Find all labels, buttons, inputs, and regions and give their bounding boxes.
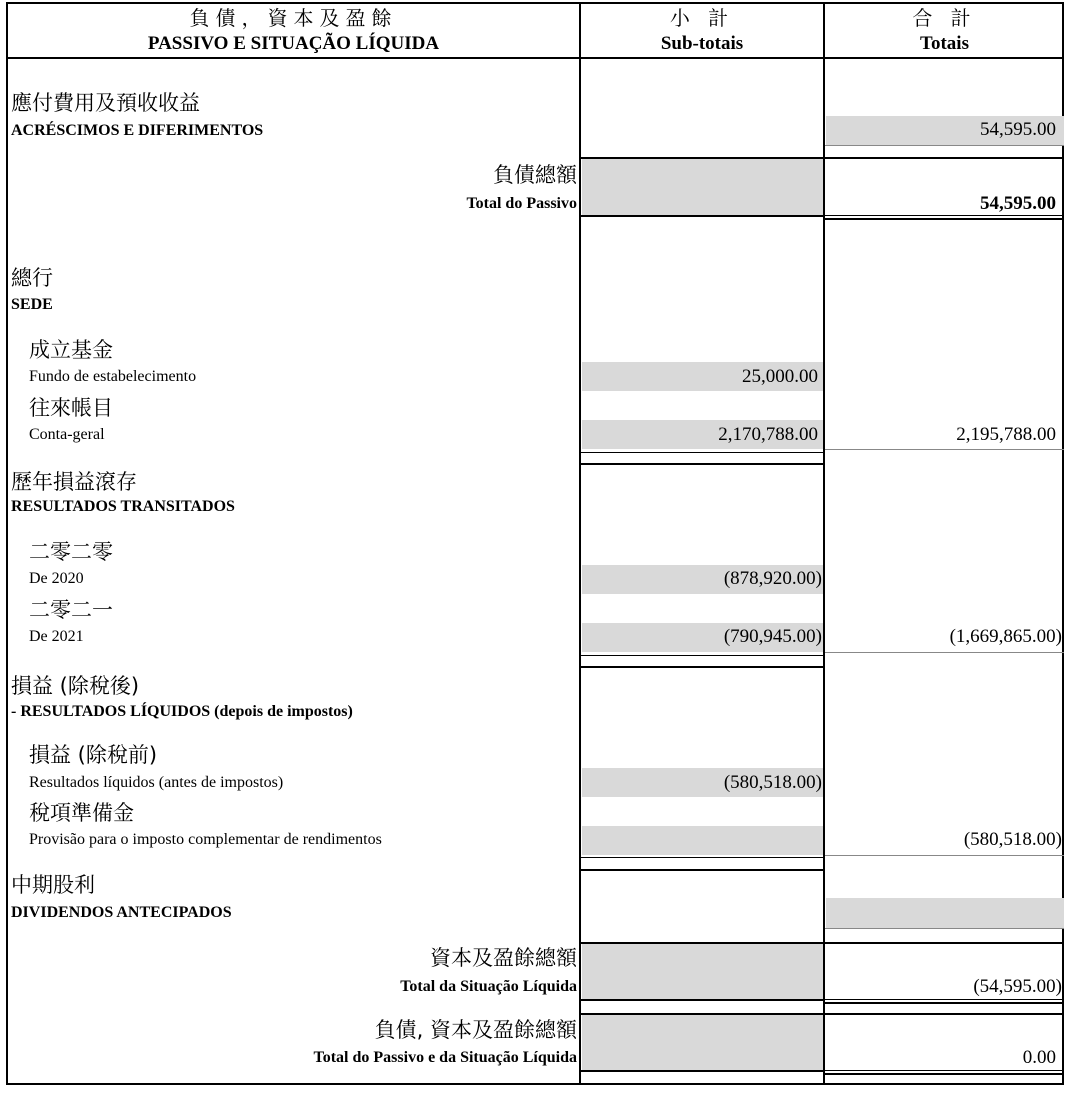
accruals-total: 54,595.00: [980, 119, 1056, 140]
divider: [580, 666, 825, 668]
divider: [580, 999, 825, 1001]
y2020-pt: De 2020: [29, 570, 84, 587]
divider: [825, 999, 1064, 1000]
conta-pt: Conta-geral: [29, 426, 105, 443]
net-results-zh: 損益 (除稅後): [11, 674, 140, 698]
total-liabilities-total: 54,595.00: [980, 193, 1056, 214]
y2021-pt: De 2021: [29, 628, 84, 645]
conta-zh: 往來帳目: [29, 396, 113, 420]
retained-pt: RESULTADOS TRANSITADOS: [11, 498, 235, 515]
header-col3-zh: 合 計: [912, 6, 977, 30]
divider: [825, 928, 1064, 929]
retained-total: (1,669,865.00): [949, 626, 1062, 647]
total-liabilities-zh: 負債總額: [493, 163, 577, 187]
divider: [579, 2, 581, 1085]
divider: [580, 452, 825, 453]
divider: [825, 855, 1064, 856]
divider: [580, 157, 1064, 159]
shade-liab-subtotal: [582, 159, 824, 216]
accruals-zh: 應付費用及預收收益: [11, 91, 200, 115]
shade-equity-subtotal: [582, 943, 824, 1000]
pre-tax-subtotal: (580,518.00): [723, 772, 822, 793]
shade-grand-subtotal: [582, 1015, 824, 1071]
divider: [580, 869, 825, 871]
y2020-subtotal: (878,920.00): [723, 568, 822, 589]
grand-total-total: 0.00: [1022, 1047, 1056, 1068]
accruals-pt: ACRÉSCIMOS E DIFERIMENTOS: [11, 122, 264, 139]
header-col1-zh: 負債，資本及盈餘: [189, 6, 398, 30]
header-col2-pt: Sub-totais: [660, 33, 744, 54]
divider: [580, 655, 825, 656]
pre-tax-pt: Resultados líquidos (antes de impostos): [29, 774, 284, 791]
fundo-zh: 成立基金: [29, 338, 113, 362]
retained-zh: 歷年損益滾存: [11, 470, 137, 494]
dividends-pt: DIVIDENDOS ANTECIPADOS: [11, 904, 232, 921]
total-liabilities-pt: Total do Passivo: [466, 195, 577, 212]
divider: [825, 218, 1064, 220]
fundo-pt: Fundo de estabelecimento: [29, 368, 197, 385]
dividends-zh: 中期股利: [11, 873, 95, 897]
tax-provision-zh: 稅項準備金: [29, 801, 134, 825]
divider: [580, 215, 825, 217]
total-equity-total: (54,595.00): [973, 976, 1062, 997]
total-equity-zh: 資本及盈餘總額: [430, 946, 577, 970]
divider: [580, 1070, 825, 1072]
net-results-pt: - RESULTADOS LÍQUIDOS (depois de impostos): [11, 703, 353, 720]
divider: [580, 1013, 1064, 1015]
shade-provisao: [582, 826, 824, 855]
grand-total-zh: 負債, 資本及盈餘總額: [374, 1018, 577, 1042]
y2020-zh: 二零二零: [29, 540, 113, 564]
divider: [825, 145, 1064, 146]
y2021-zh: 二零二一: [29, 598, 113, 622]
divider: [6, 57, 1064, 59]
divider: [825, 449, 1064, 450]
net-results-total: (580,518.00): [963, 829, 1062, 850]
grand-total-pt: Total do Passivo e da Situação Líquida: [313, 1049, 577, 1066]
divider: [580, 942, 1064, 944]
header-col2-zh: 小 計: [669, 6, 735, 30]
shade-dividends: [826, 898, 1064, 928]
header-col1-pt: PASSIVO E SITUAÇÃO LÍQUIDA: [147, 33, 440, 54]
tax-provision-pt: Provisão para o imposto complementar de rendimentos: [29, 831, 382, 848]
divider: [825, 1002, 1064, 1004]
head-office-total: 2,195,788.00: [956, 424, 1056, 445]
fundo-subtotal: 25,000.00: [742, 366, 818, 387]
divider: [825, 1073, 1064, 1075]
divider: [825, 1070, 1064, 1071]
header-col3-pt: Totais: [920, 33, 969, 54]
divider: [580, 463, 825, 465]
head-office-zh: 總行: [11, 266, 53, 290]
head-office-pt: SEDE: [11, 296, 53, 313]
y2021-subtotal: (790,945.00): [723, 626, 822, 647]
total-equity-pt: Total da Situação Líquida: [400, 978, 577, 995]
divider: [825, 652, 1064, 653]
pre-tax-zh: 損益 (除稅前): [29, 743, 158, 767]
divider: [580, 857, 825, 858]
divider: [825, 215, 1064, 216]
divider: [823, 2, 825, 1085]
conta-subtotal: 2,170,788.00: [718, 424, 818, 445]
